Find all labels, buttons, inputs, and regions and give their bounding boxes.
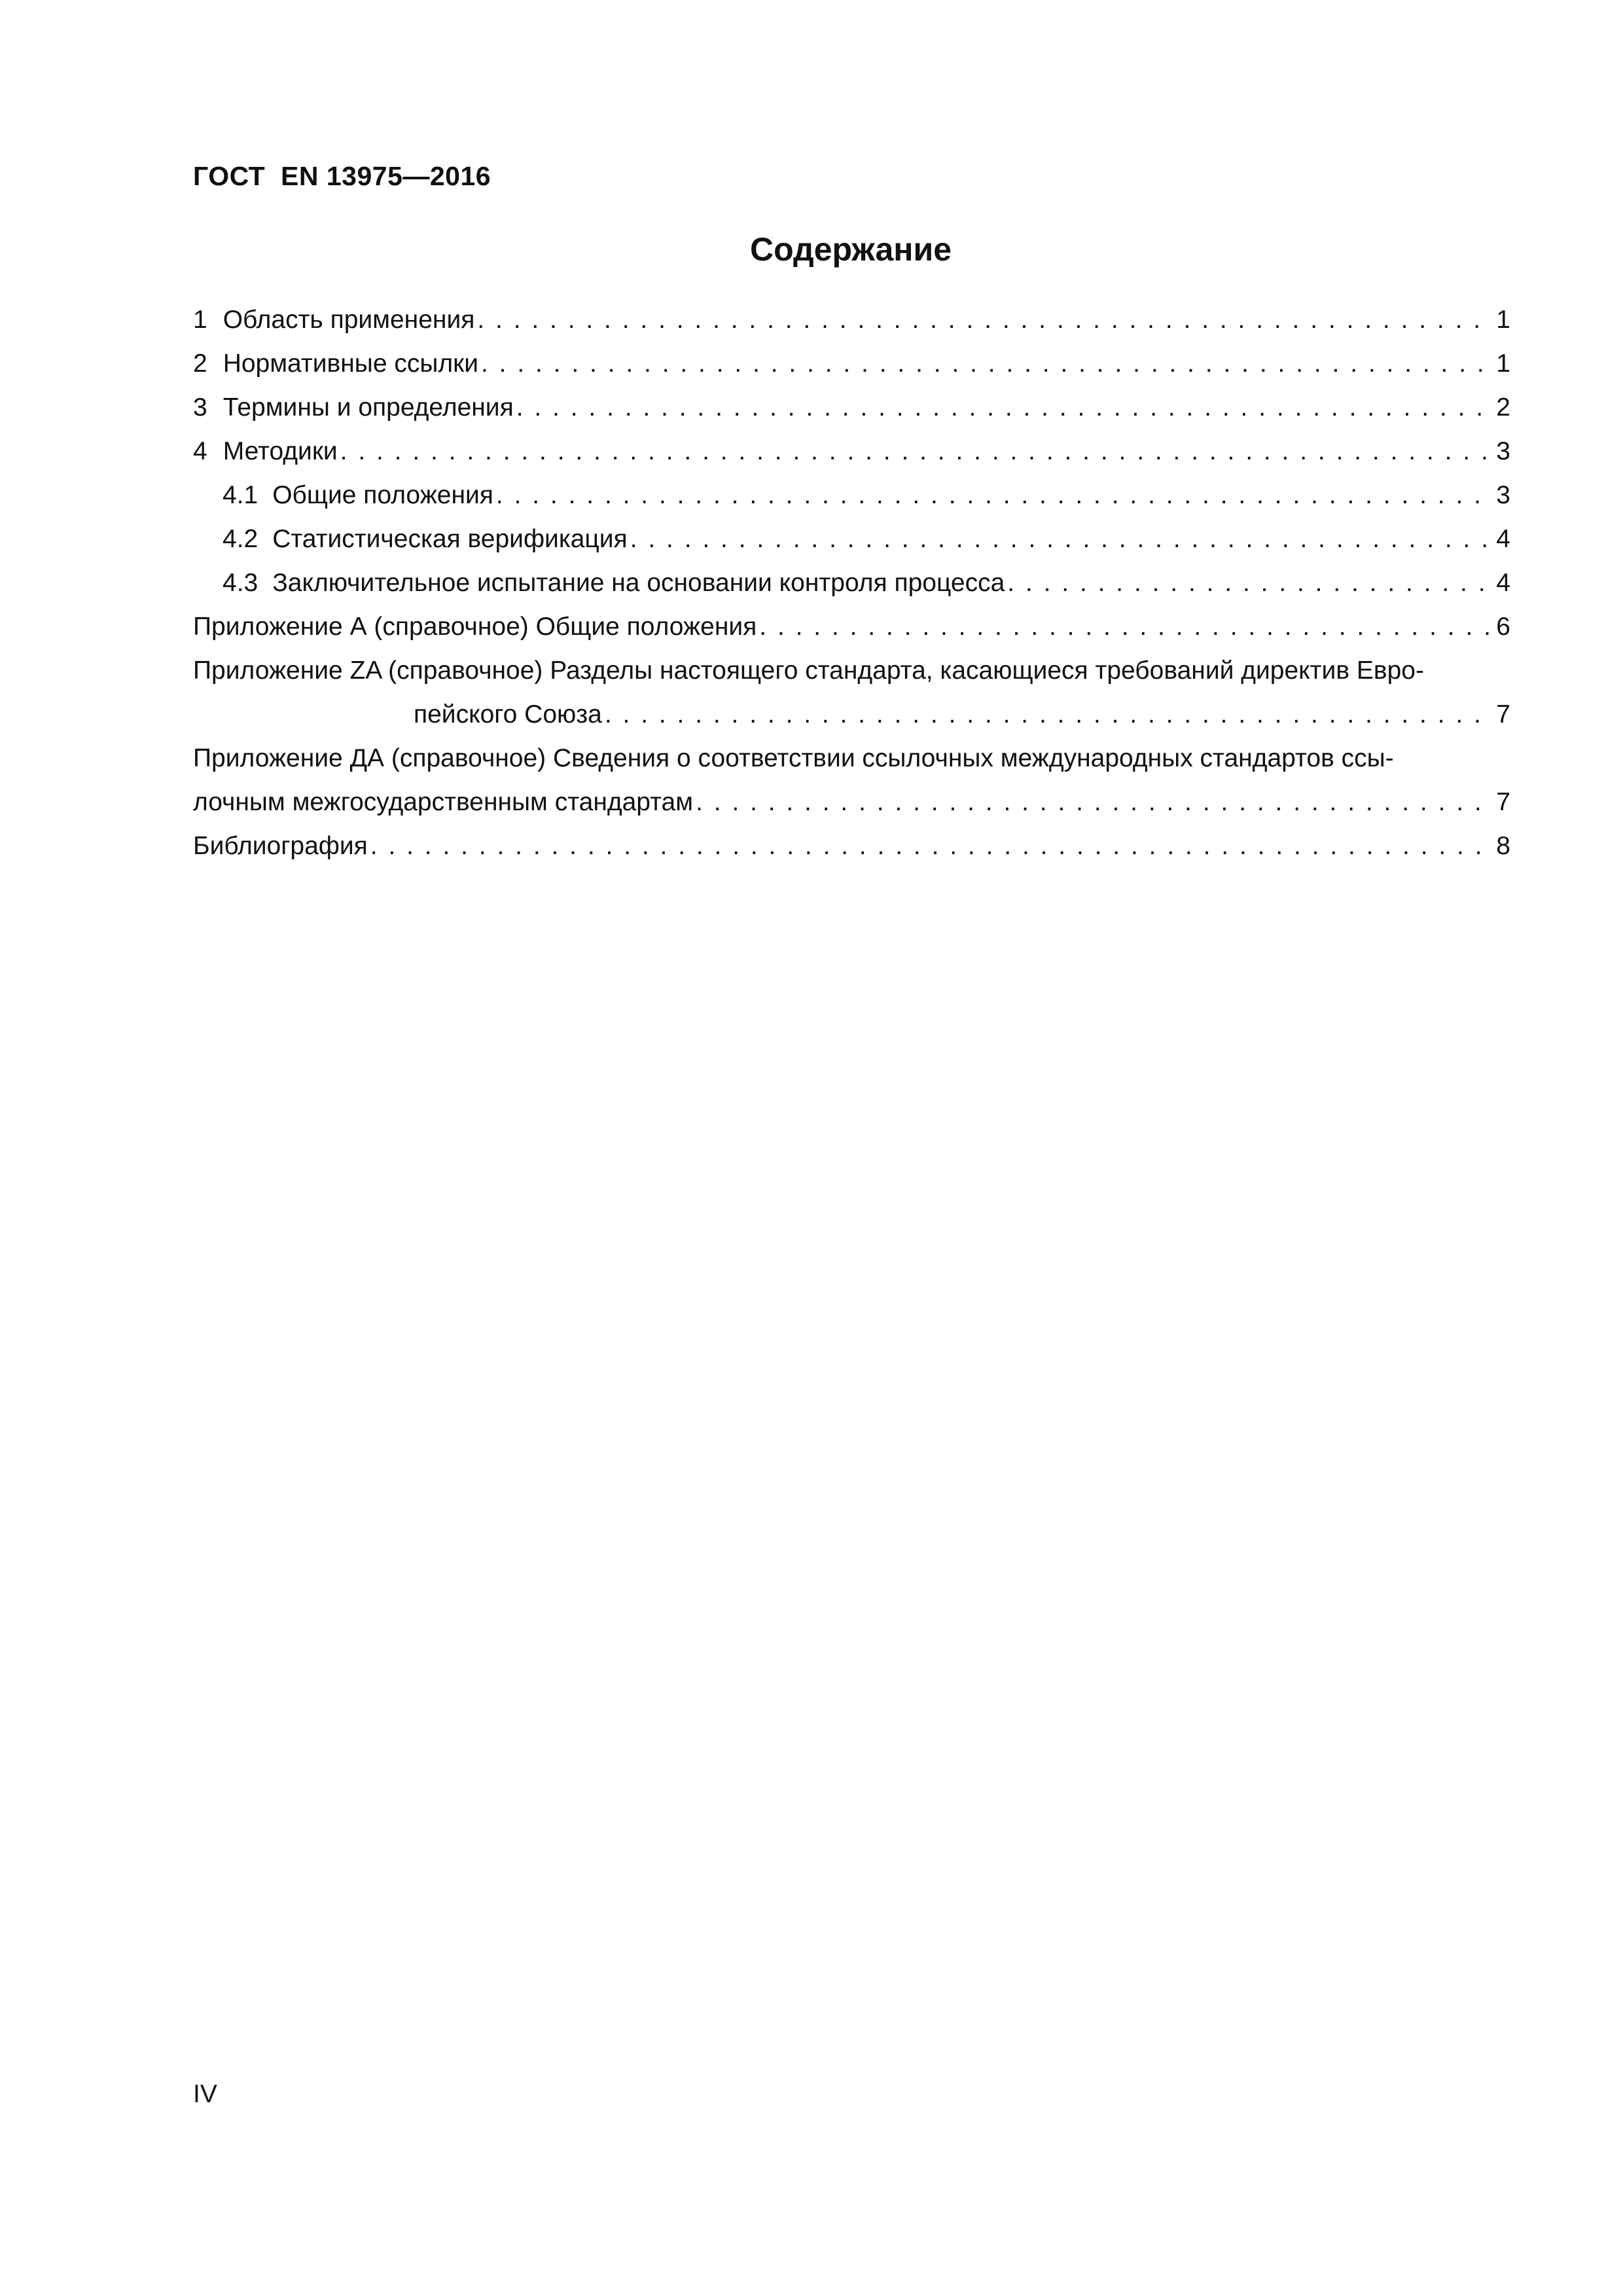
toc-entry-4-1[interactable] [193,473,1510,517]
toc-entry-number: 4.2 [223,525,259,553]
dot-leader [759,605,1493,649]
toc-entry-page: 2 [1496,393,1510,422]
dot-leader [516,386,1494,429]
toc-entry-4-3[interactable] [193,561,1510,605]
toc-entry-label: Общие положения [272,481,493,509]
toc-entry-number: 4.3 [223,569,259,597]
dot-leader [481,342,1493,386]
toc-entry-page: 7 [1496,788,1510,816]
toc-entry-page: 7 [1496,700,1510,728]
toc-entry-number: 2 [193,350,207,378]
toc-entry-label-line-1: Приложение ДА (справочное) Сведения о соответствии ссылочных международных стандартов ссы- [193,744,1394,772]
page-number: IV [193,2080,217,2108]
toc-entry-3[interactable] [193,386,1510,429]
toc-entry-label: Заключительное испытание на основании контроля процесса [272,569,1005,597]
dot-leader [605,692,1493,736]
toc-entry-label: Методики [223,437,338,465]
toc-entry-annex-a[interactable] [193,605,1510,649]
toc-entry-page: 3 [1496,437,1510,465]
dot-leader [370,824,1494,868]
toc-entry-1[interactable] [193,298,1510,342]
toc-entry-page: 1 [1496,306,1510,334]
table-of-contents [193,298,1510,868]
toc-entry-page: 4 [1496,525,1510,553]
toc-entry-page: 8 [1496,832,1510,860]
toc-entry-label-line-1: Приложение ZA (справочное) Разделы настоящего стандарта, касающиеся требований директив Евро- [193,656,1424,685]
dot-leader [1007,561,1493,605]
document-code: ГОСТ EN 13975—2016 [193,161,491,191]
toc-entry-annex-za[interactable] [193,649,1510,736]
toc-entry-4-2[interactable] [193,517,1510,561]
toc-entry-label: Приложение А (справочное) Общие положения [193,613,757,641]
page-title: Содержание [749,231,952,268]
toc-entry-number: 4 [193,437,207,465]
dot-leader [340,429,1494,473]
toc-entry-2[interactable] [193,342,1510,386]
toc-entry-label: Нормативные ссылки [223,350,478,378]
toc-entry-label: Статистическая верификация [272,525,628,553]
dot-leader [496,473,1493,517]
toc-entry-4[interactable] [193,429,1510,473]
toc-entry-page: 6 [1496,613,1510,641]
toc-entry-number: 3 [193,393,207,422]
dot-leader [696,780,1493,824]
toc-entry-page: 1 [1496,350,1510,378]
dot-leader [630,517,1494,561]
toc-entry-label: Область применения [223,306,475,334]
toc-entry-label-line-2: лочным межгосударственным стандартам [193,788,694,816]
toc-entry-annex-da[interactable] [193,736,1510,824]
toc-entry-number: 1 [193,306,207,334]
toc-entry-label: Библиография [193,832,368,860]
toc-entry-label-line-2: пейского Союза [414,700,602,728]
toc-entry-label: Термины и определения [223,393,514,422]
toc-entry-number: 4.1 [223,481,259,509]
toc-entry-page: 3 [1496,481,1510,509]
toc-entry-page: 4 [1496,569,1510,597]
toc-entry-bibliography[interactable] [193,824,1510,868]
dot-leader [477,298,1493,342]
